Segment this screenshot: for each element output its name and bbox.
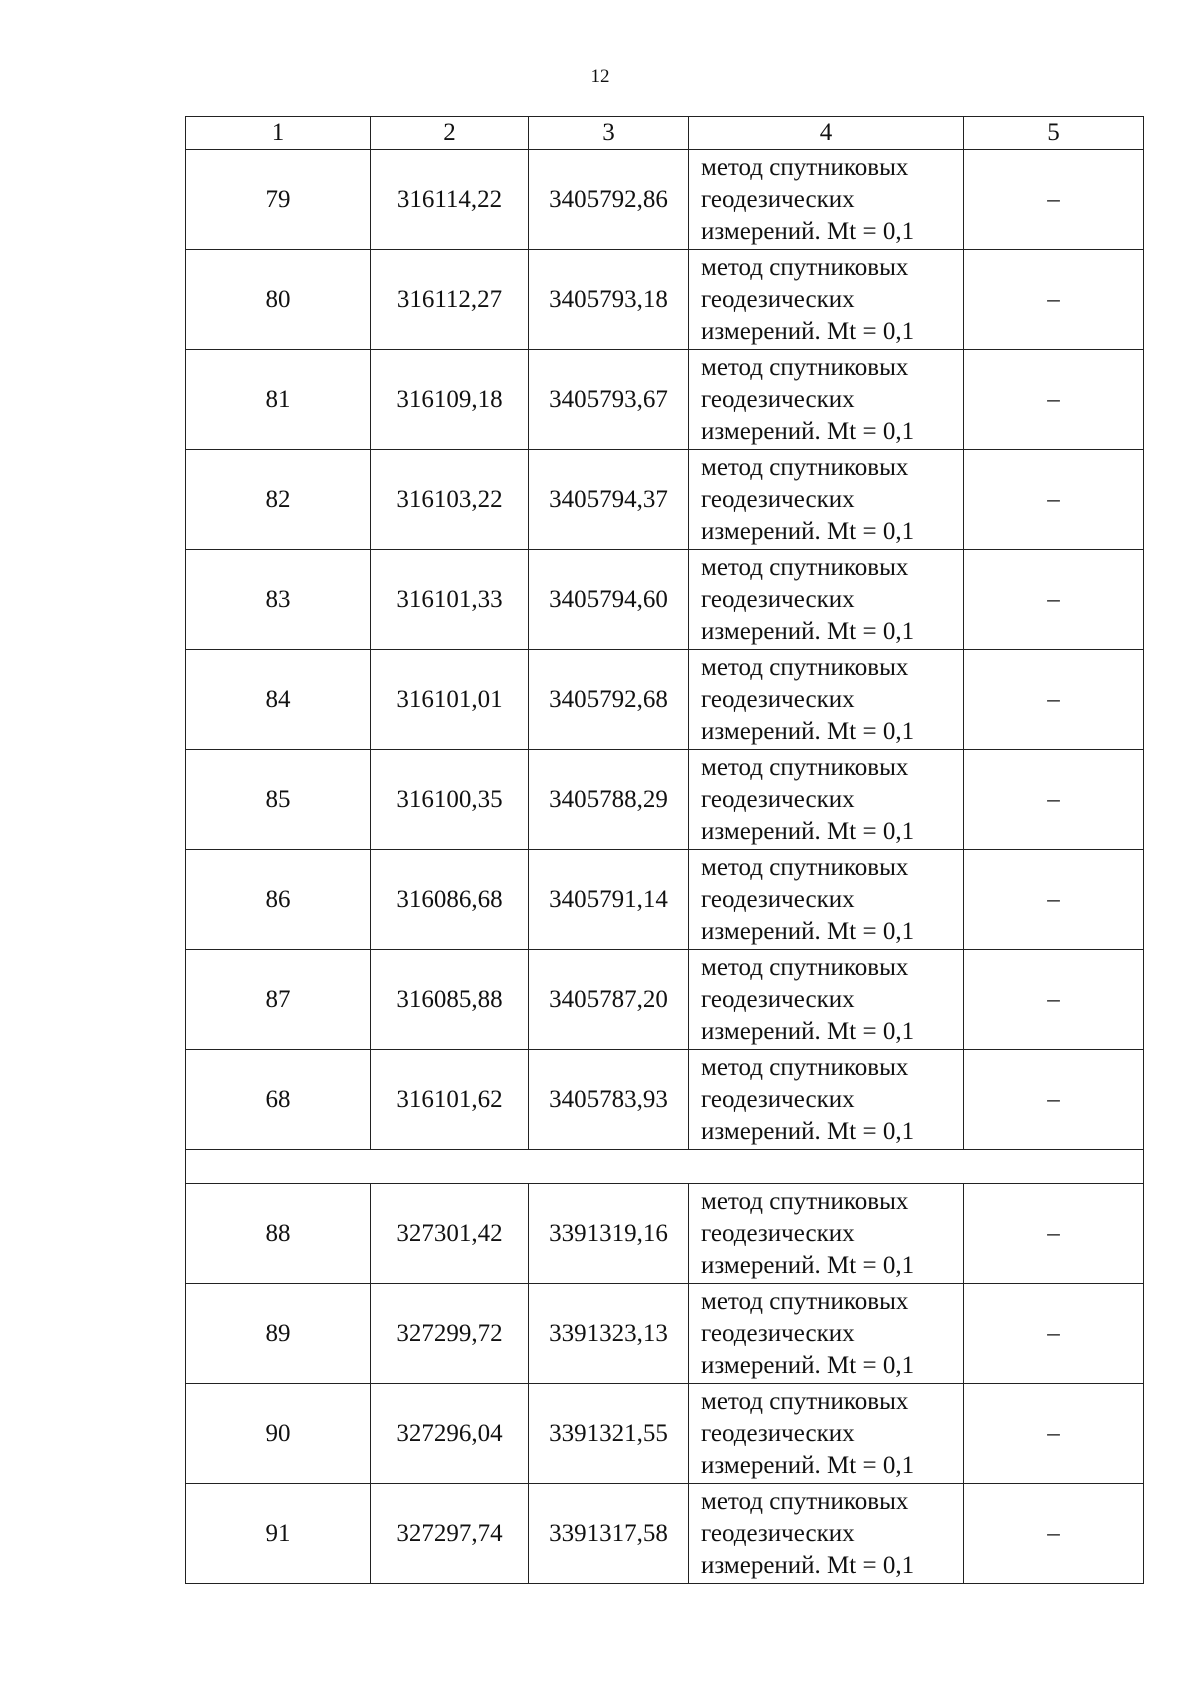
point-number-cell: 81 bbox=[186, 350, 371, 450]
coordinates-table bbox=[185, 116, 1144, 1584]
method-line-3: измерений. Mt = 0,1 bbox=[701, 417, 915, 445]
y-coordinate-cell: 3405792,86 bbox=[529, 150, 689, 250]
x-coordinate-cell: 316085,88 bbox=[371, 950, 529, 1050]
method-line-2: геодезических bbox=[701, 1219, 855, 1247]
method-cell bbox=[689, 550, 964, 650]
method-cell bbox=[689, 1384, 964, 1484]
table-row bbox=[186, 550, 1144, 650]
x-coordinate-cell: 327297,74 bbox=[371, 1484, 529, 1584]
y-coordinate-cell: 3391317,58 bbox=[529, 1484, 689, 1584]
page-number: 12 bbox=[590, 66, 610, 87]
column-5-cell: – bbox=[964, 450, 1144, 550]
method-cell bbox=[689, 1184, 964, 1284]
table-row bbox=[186, 250, 1144, 350]
table-body bbox=[186, 150, 1144, 1584]
table-row bbox=[186, 450, 1144, 550]
method-cell bbox=[689, 450, 964, 550]
point-number-cell: 82 bbox=[186, 450, 371, 550]
table-row bbox=[186, 350, 1144, 450]
method-line-1: метод спутниковых bbox=[701, 753, 909, 781]
x-coordinate-cell: 327301,42 bbox=[371, 1184, 529, 1284]
separator-cell bbox=[186, 1150, 1144, 1184]
method-line-2: геодезических bbox=[701, 1085, 855, 1113]
section-separator-row bbox=[186, 1150, 1144, 1184]
method-line-3: измерений. Mt = 0,1 bbox=[701, 617, 915, 645]
point-number-cell: 89 bbox=[186, 1284, 371, 1384]
point-number-cell: 84 bbox=[186, 650, 371, 750]
method-line-3: измерений. Mt = 0,1 bbox=[701, 217, 915, 245]
y-coordinate-cell: 3405788,29 bbox=[529, 750, 689, 850]
header-row bbox=[186, 117, 1144, 150]
method-cell bbox=[689, 1284, 964, 1384]
x-coordinate-cell: 327299,72 bbox=[371, 1284, 529, 1384]
point-number-cell: 91 bbox=[186, 1484, 371, 1584]
method-line-3: измерений. Mt = 0,1 bbox=[701, 1451, 915, 1479]
method-line-2: геодезических bbox=[701, 885, 855, 913]
method-cell bbox=[689, 1050, 964, 1150]
method-line-3: измерений. Mt = 0,1 bbox=[701, 1351, 915, 1379]
y-coordinate-cell: 3391321,55 bbox=[529, 1384, 689, 1484]
method-cell bbox=[689, 650, 964, 750]
point-number-cell: 86 bbox=[186, 850, 371, 950]
method-cell bbox=[689, 250, 964, 350]
x-coordinate-cell: 316101,01 bbox=[371, 650, 529, 750]
y-coordinate-cell: 3405794,60 bbox=[529, 550, 689, 650]
x-coordinate-cell: 316086,68 bbox=[371, 850, 529, 950]
method-line-2: геодезических bbox=[701, 185, 855, 213]
column-5-cell: – bbox=[964, 750, 1144, 850]
point-number-cell: 80 bbox=[186, 250, 371, 350]
method-cell bbox=[689, 1484, 964, 1584]
method-line-2: геодезических bbox=[701, 685, 855, 713]
x-coordinate-cell: 316103,22 bbox=[371, 450, 529, 550]
column-5-cell: – bbox=[964, 850, 1144, 950]
method-line-1: метод спутниковых bbox=[701, 953, 909, 981]
table-row bbox=[186, 650, 1144, 750]
method-line-3: измерений. Mt = 0,1 bbox=[701, 1551, 915, 1579]
y-coordinate-cell: 3405792,68 bbox=[529, 650, 689, 750]
method-cell bbox=[689, 150, 964, 250]
method-line-1: метод спутниковых bbox=[701, 453, 909, 481]
header-col-1: 1 bbox=[186, 117, 371, 150]
y-coordinate-cell: 3391319,16 bbox=[529, 1184, 689, 1284]
point-number-cell: 68 bbox=[186, 1050, 371, 1150]
column-5-cell: – bbox=[964, 350, 1144, 450]
header-col-2: 2 bbox=[371, 117, 529, 150]
column-5-cell: – bbox=[964, 1484, 1144, 1584]
table-row bbox=[186, 150, 1144, 250]
method-cell bbox=[689, 850, 964, 950]
method-line-2: геодезических bbox=[701, 785, 855, 813]
column-5-cell: – bbox=[964, 550, 1144, 650]
table-row bbox=[186, 1184, 1144, 1284]
method-line-2: геодезических bbox=[701, 1319, 855, 1347]
point-number-cell: 90 bbox=[186, 1384, 371, 1484]
method-line-1: метод спутниковых bbox=[701, 153, 909, 181]
method-line-3: измерений. Mt = 0,1 bbox=[701, 1017, 915, 1045]
method-cell bbox=[689, 950, 964, 1050]
x-coordinate-cell: 316109,18 bbox=[371, 350, 529, 450]
point-number-cell: 83 bbox=[186, 550, 371, 650]
column-5-cell: – bbox=[964, 1384, 1144, 1484]
x-coordinate-cell: 316101,62 bbox=[371, 1050, 529, 1150]
method-line-2: геодезических bbox=[701, 1419, 855, 1447]
column-5-cell: – bbox=[964, 1284, 1144, 1384]
x-coordinate-cell: 316112,27 bbox=[371, 250, 529, 350]
method-line-1: метод спутниковых bbox=[701, 1187, 909, 1215]
header-col-5: 5 bbox=[964, 117, 1144, 150]
method-line-3: измерений. Mt = 0,1 bbox=[701, 817, 915, 845]
table-row bbox=[186, 750, 1144, 850]
method-line-1: метод спутниковых bbox=[701, 553, 909, 581]
column-5-cell: – bbox=[964, 1050, 1144, 1150]
header-col-4: 4 bbox=[689, 117, 964, 150]
method-line-3: измерений. Mt = 0,1 bbox=[701, 717, 915, 745]
method-line-3: измерений. Mt = 0,1 bbox=[701, 1117, 915, 1145]
method-line-1: метод спутниковых bbox=[701, 853, 909, 881]
table-row bbox=[186, 1484, 1144, 1584]
y-coordinate-cell: 3405793,67 bbox=[529, 350, 689, 450]
method-cell bbox=[689, 350, 964, 450]
method-line-2: геодезических bbox=[701, 985, 855, 1013]
method-line-1: метод спутниковых bbox=[701, 353, 909, 381]
method-line-2: геодезических bbox=[701, 285, 855, 313]
method-line-3: измерений. Mt = 0,1 bbox=[701, 317, 915, 345]
method-line-1: метод спутниковых bbox=[701, 1287, 909, 1315]
point-number-cell: 87 bbox=[186, 950, 371, 1050]
table-row bbox=[186, 950, 1144, 1050]
method-line-2: геодезических bbox=[701, 585, 855, 613]
header-col-3: 3 bbox=[529, 117, 689, 150]
method-line-1: метод спутниковых bbox=[701, 1053, 909, 1081]
x-coordinate-cell: 327296,04 bbox=[371, 1384, 529, 1484]
y-coordinate-cell: 3391323,13 bbox=[529, 1284, 689, 1384]
table-row bbox=[186, 1050, 1144, 1150]
method-line-1: метод спутниковых bbox=[701, 253, 909, 281]
column-5-cell: – bbox=[964, 250, 1144, 350]
x-coordinate-cell: 316114,22 bbox=[371, 150, 529, 250]
point-number-cell: 85 bbox=[186, 750, 371, 850]
point-number-cell: 88 bbox=[186, 1184, 371, 1284]
y-coordinate-cell: 3405787,20 bbox=[529, 950, 689, 1050]
x-coordinate-cell: 316100,35 bbox=[371, 750, 529, 850]
y-coordinate-cell: 3405793,18 bbox=[529, 250, 689, 350]
method-line-3: измерений. Mt = 0,1 bbox=[701, 517, 915, 545]
method-cell bbox=[689, 750, 964, 850]
point-number-cell: 79 bbox=[186, 150, 371, 250]
method-line-1: метод спутниковых bbox=[701, 1487, 909, 1515]
column-5-cell: – bbox=[964, 150, 1144, 250]
column-5-cell: – bbox=[964, 1184, 1144, 1284]
method-line-2: геодезических bbox=[701, 385, 855, 413]
y-coordinate-cell: 3405791,14 bbox=[529, 850, 689, 950]
method-line-2: геодезических bbox=[701, 485, 855, 513]
table-row bbox=[186, 1284, 1144, 1384]
x-coordinate-cell: 316101,33 bbox=[371, 550, 529, 650]
table-row bbox=[186, 1384, 1144, 1484]
method-line-1: метод спутниковых bbox=[701, 1387, 909, 1415]
method-line-2: геодезических bbox=[701, 1519, 855, 1547]
y-coordinate-cell: 3405794,37 bbox=[529, 450, 689, 550]
method-line-1: метод спутниковых bbox=[701, 653, 909, 681]
column-5-cell: – bbox=[964, 950, 1144, 1050]
table-row bbox=[186, 850, 1144, 950]
column-5-cell: – bbox=[964, 650, 1144, 750]
method-line-3: измерений. Mt = 0,1 bbox=[701, 917, 915, 945]
y-coordinate-cell: 3405783,93 bbox=[529, 1050, 689, 1150]
method-line-3: измерений. Mt = 0,1 bbox=[701, 1251, 915, 1279]
